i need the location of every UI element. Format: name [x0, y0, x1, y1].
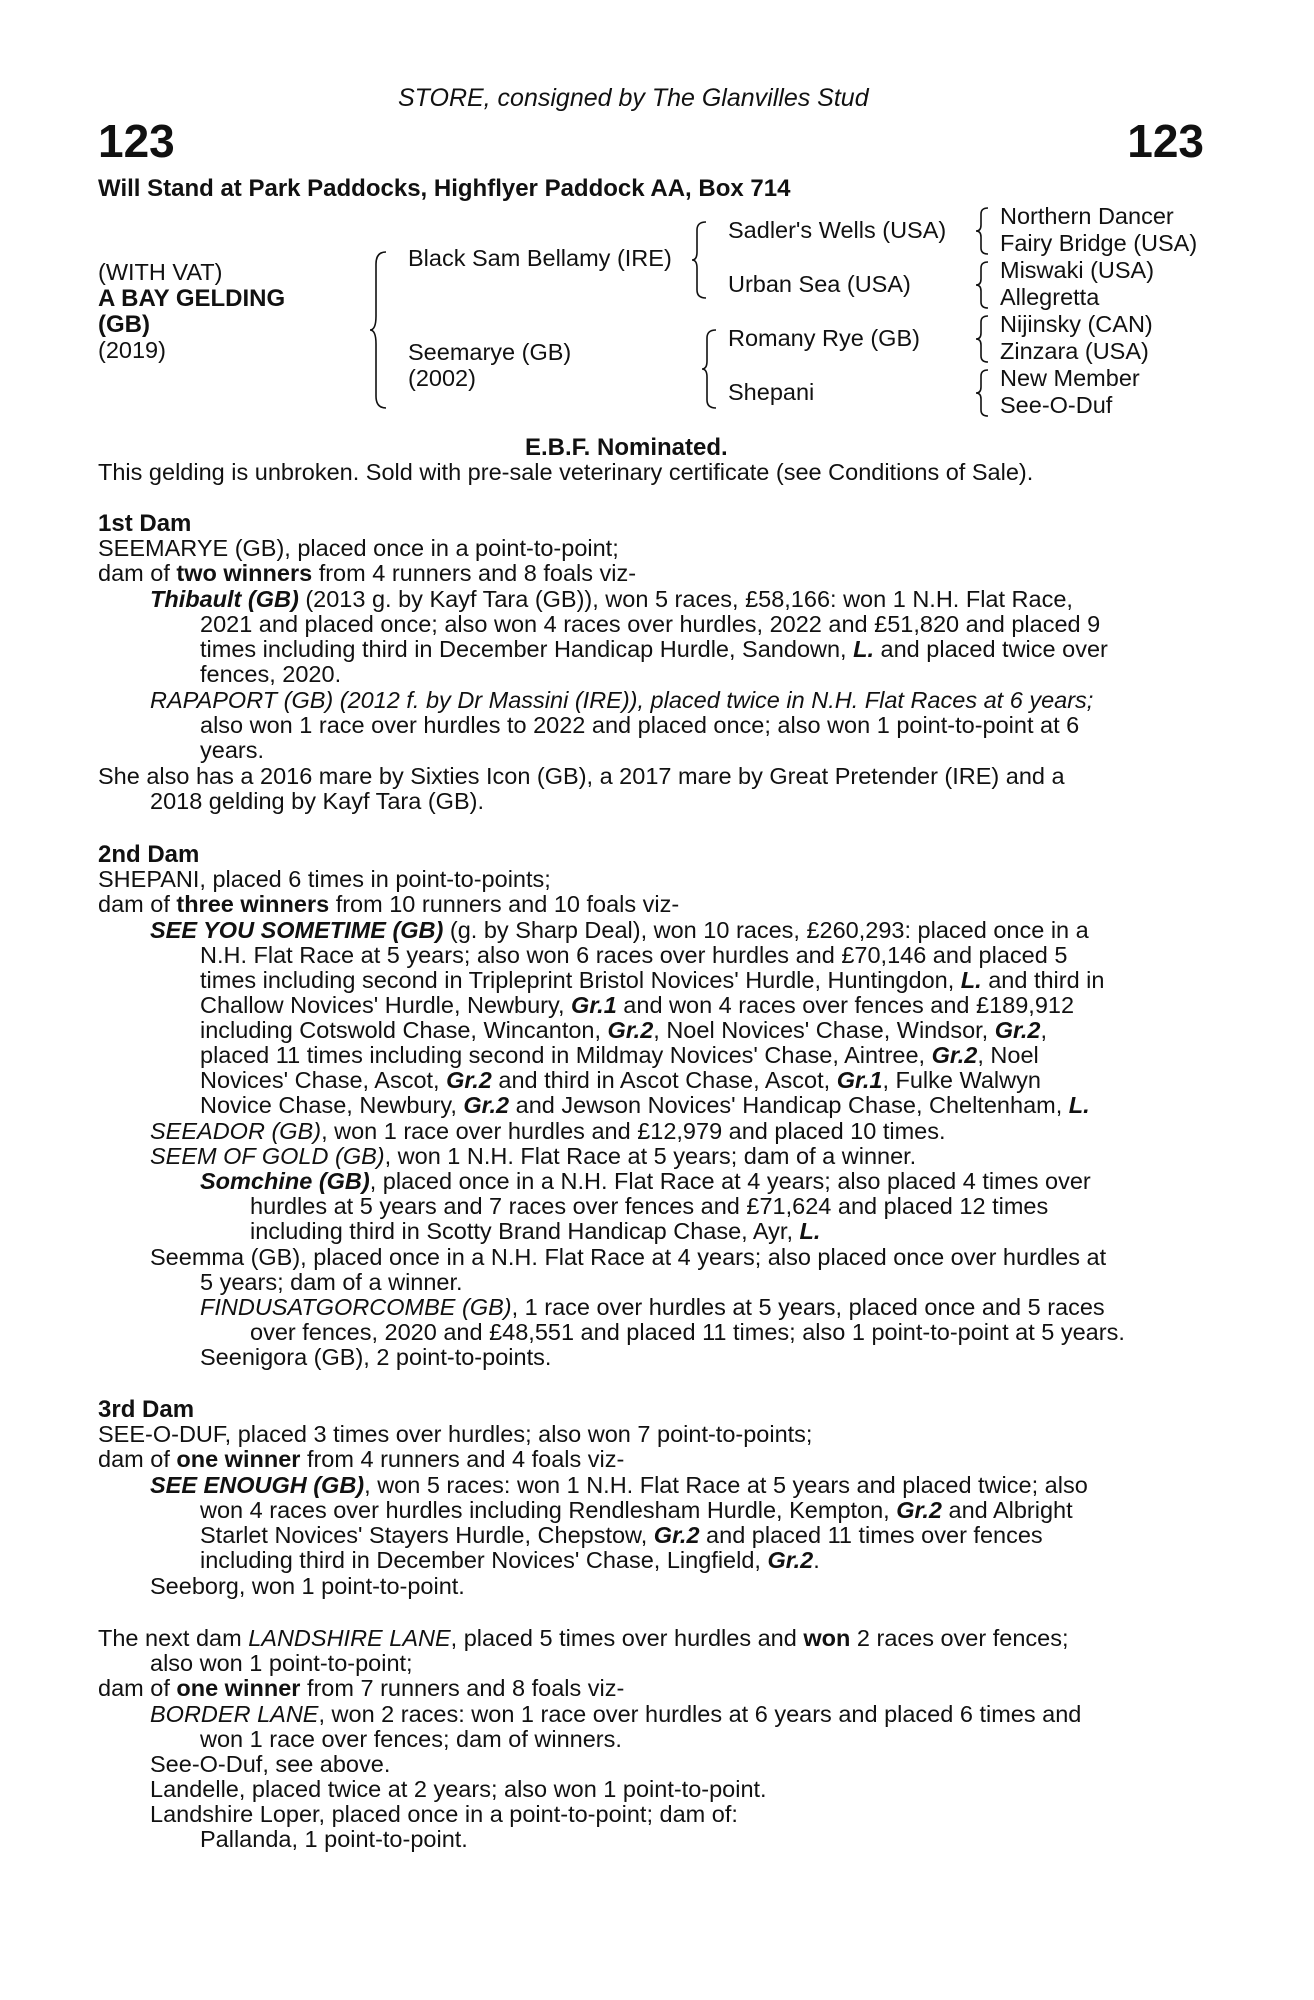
- produce-border-lane: BORDER LANE, won 2 races: won 1 race over hurdles at 6 years and placed 6 times and: [150, 1701, 1082, 1727]
- produce-rapaport-l2: also won 1 race over hurdles to 2022 and placed once; also won 1 point-to-point at 6: [200, 712, 1080, 738]
- pedigree-brace-main: [368, 250, 392, 410]
- produce-somchine: Somchine (GB), placed once in a N.H. Flat Race at 4 years; also placed 4 times over: [200, 1168, 1091, 1194]
- produce-thibault-l3: times including third in December Handicap Hurdle, Sandown, L. and placed twice over: [200, 636, 1108, 662]
- lot-number-left: 123: [98, 115, 175, 167]
- next-dam-line-2: also won 1 point-to-point;: [150, 1650, 413, 1676]
- produce-seem-of-gold: SEEM OF GOLD (GB), won 1 N.H. Flat Race at 5 years; dam of a winner.: [150, 1143, 917, 1169]
- second-dam-heading: 2nd Dam: [98, 841, 200, 868]
- sys-l8: Novice Chase, Newbury, Gr.2 and Jewson Novices' Handicap Chase, Cheltenham, L.: [200, 1092, 1090, 1118]
- seemma-l2: 5 years; dam of a winner.: [200, 1269, 463, 1295]
- vat-note: (WITH VAT): [98, 259, 223, 285]
- pedigree-g3: Miswaki (USA): [1000, 257, 1155, 283]
- pedigree-g1: Northern Dancer: [1000, 203, 1174, 229]
- produce-seeador: SEEADOR (GB), won 1 race over hurdles and £12,979 and placed 10 times.: [150, 1118, 946, 1144]
- second-dam-produce: dam of three winners from 10 runners and 10 foals viz-: [98, 891, 680, 917]
- pedigree-g5: Nijinsky (CAN): [1000, 311, 1153, 337]
- pedigree-dam-dam: Shepani: [728, 379, 815, 405]
- first-dam-other-produce-l2: 2018 gelding by Kayf Tara (GB).: [150, 788, 484, 814]
- first-dam-produce: dam of two winners from 4 runners and 8 foals viz-: [98, 560, 637, 586]
- pedigree-brace-dam: [700, 328, 720, 410]
- produce-rapaport-l3: years.: [200, 737, 264, 763]
- pedigree-sire: Black Sam Bellamy (IRE): [408, 245, 672, 271]
- pedigree-g7: New Member: [1000, 365, 1140, 391]
- sys-l5: including Cotswold Chase, Wincanton, Gr.2, Noel Novices' Chase, Windsor, Gr.2,: [200, 1017, 1047, 1043]
- findusatgorcombe-l2: over fences, 2020 and £48,551 and placed 11 times; also 1 point-to-point at 5 years.: [250, 1319, 1125, 1345]
- produce-see-you-sometime: SEE YOU SOMETIME (GB) (g. by Sharp Deal), won 10 races, £260,293: placed once in a: [150, 917, 1089, 943]
- first-dam-line: SEEMARYE (GB), placed once in a point-to-point;: [98, 535, 619, 561]
- first-dam-heading: 1st Dam: [98, 510, 192, 537]
- see-enough-l3: Starlet Novices' Stayers Hurdle, Chepstow, Gr.2 and placed 11 times over fences: [200, 1522, 1043, 1548]
- produce-seeborg: Seeborg, won 1 point-to-point.: [150, 1573, 465, 1599]
- sys-l2: N.H. Flat Race at 5 years; also won 6 races over hurdles and £70,146 and placed 5: [200, 942, 1068, 968]
- produce-landshire-loper: Landshire Loper, placed once in a point-to-point; dam of:: [150, 1801, 738, 1827]
- pedigree-brace-g1: [974, 206, 992, 256]
- pedigree-brace-g2: [974, 260, 992, 310]
- stand-location: Will Stand at Park Paddocks, Highflyer Paddock AA, Box 714: [98, 175, 791, 202]
- next-dam-line: The next dam LANDSHIRE LANE, placed 5 times over hurdles and won 2 races over fences;: [98, 1625, 1069, 1651]
- produce-rapaport: RAPAPORT (GB) (2012 f. by Dr Massini (IRE)), placed twice in N.H. Flat Races at 6 years;: [150, 687, 1094, 713]
- pedigree-g6: Zinzara (USA): [1000, 338, 1149, 364]
- second-dam-line: SHEPANI, placed 6 times in point-to-points;: [98, 866, 551, 892]
- produce-thibault: Thibault (GB) (2013 g. by Kayf Tara (GB)), won 5 races, £58,166: won 1 N.H. Flat Race,: [150, 586, 1073, 612]
- lot-number-right: 123: [1127, 115, 1204, 167]
- produce-seemma: Seemma (GB), placed once in a N.H. Flat Race at 4 years; also placed once over hurdles at: [150, 1244, 1107, 1270]
- produce-thibault-l2: 2021 and placed once; also won 4 races over hurdles, 2022 and £51,820 and placed 9: [200, 611, 1101, 637]
- pedigree-dam-sire: Romany Rye (GB): [728, 325, 920, 351]
- consignor-line: STORE, consigned by The Glanvilles Stud: [398, 84, 869, 112]
- sys-l3: times including second in Tripleprint Bristol Novices' Hurdle, Huntingdon, L. and third in: [200, 967, 1105, 993]
- somchine-l3: including third in Scotty Brand Handicap Chase, Ayr, L.: [250, 1218, 821, 1244]
- pedigree-dam: Seemarye (GB): [408, 339, 572, 365]
- produce-pallanda: Pallanda, 1 point-to-point.: [200, 1826, 468, 1852]
- pedigree-brace-g3: [974, 314, 992, 364]
- next-dam-produce: dam of one winner from 7 runners and 8 foals viz-: [98, 1675, 625, 1701]
- border-lane-l2: won 1 race over fences; dam of winners.: [200, 1726, 622, 1752]
- pedigree-brace-sire: [690, 220, 710, 300]
- horse-origin: (GB): [98, 311, 150, 338]
- produce-see-o-duf: See-O-Duf, see above.: [150, 1751, 391, 1777]
- pedigree-g2: Fairy Bridge (USA): [1000, 230, 1198, 256]
- pedigree-sire-sire: Sadler's Wells (USA): [728, 217, 947, 243]
- sys-l4: Challow Novices' Hurdle, Newbury, Gr.1 and won 4 races over fences and £189,912: [200, 992, 1075, 1018]
- ebf-nominated: E.B.F. Nominated.: [525, 434, 728, 461]
- first-dam-other-produce: She also has a 2016 mare by Sixties Icon (GB), a 2017 mare by Great Pretender (IRE) and a: [98, 763, 1065, 789]
- see-enough-l4: including third in December Novices' Chase, Lingfield, Gr.2.: [200, 1547, 820, 1573]
- sys-l7: Novices' Chase, Ascot, Gr.2 and third in Ascot Chase, Ascot, Gr.1, Fulke Walwyn: [200, 1067, 1041, 1093]
- pedigree-dam-year: (2002): [408, 365, 476, 391]
- produce-landelle: Landelle, placed twice at 2 years; also won 1 point-to-point.: [150, 1776, 767, 1802]
- produce-see-enough: SEE ENOUGH (GB), won 5 races: won 1 N.H. Flat Race at 5 years and placed twice; also: [150, 1472, 1088, 1498]
- horse-year: (2019): [98, 337, 166, 363]
- produce-thibault-l4: fences, 2020.: [200, 661, 342, 687]
- sys-l6: placed 11 times including second in Mildmay Novices' Chase, Aintree, Gr.2, Noel: [200, 1042, 1039, 1068]
- produce-findusatgorcombe: FINDUSATGORCOMBE (GB), 1 race over hurdles at 5 years, placed once and 5 races: [200, 1294, 1105, 1320]
- unbroken-note: This gelding is unbroken. Sold with pre-sale veterinary certificate (see Conditions of Sale).: [98, 459, 1034, 485]
- pedigree-g4: Allegretta: [1000, 284, 1100, 310]
- pedigree-g8: See-O-Duf: [1000, 392, 1113, 418]
- pedigree-sire-dam: Urban Sea (USA): [728, 271, 911, 297]
- somchine-l2: hurdles at 5 years and 7 races over fences and £71,624 and placed 12 times: [250, 1193, 1049, 1219]
- produce-seenigora: Seenigora (GB), 2 point-to-points.: [200, 1344, 552, 1370]
- pedigree-brace-g4: [974, 368, 992, 418]
- third-dam-line: SEE-O-DUF, placed 3 times over hurdles; also won 7 point-to-points;: [98, 1421, 813, 1447]
- horse-description: A BAY GELDING: [98, 285, 286, 312]
- see-enough-l2: won 4 races over hurdles including Rendlesham Hurdle, Kempton, Gr.2 and Albright: [200, 1497, 1073, 1523]
- third-dam-produce: dam of one winner from 4 runners and 4 foals viz-: [98, 1446, 625, 1472]
- third-dam-heading: 3rd Dam: [98, 1396, 195, 1423]
